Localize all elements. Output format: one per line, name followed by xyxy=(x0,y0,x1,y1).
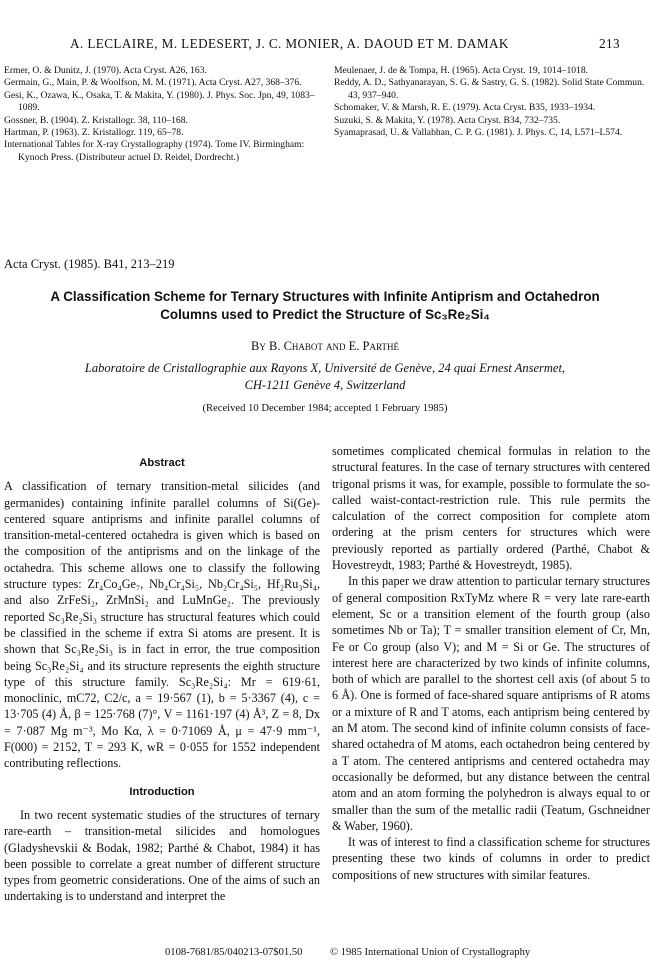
reference-item: Meulenaer, J. de & Tompa, H. (1965). Acta Cryst. 19, 1014–1018. xyxy=(334,65,589,76)
body-paragraph: sometimes complicated chemical formulas in relation to the structural features. In the case of ternary structures with centered trigonal prisms it was, for example, possible to formulate the so-called waist-contact-restriction rule. This rule permits the calculation of the correct composition for complete atom ordering at the prism centers for structures which were previously reported as partially ordered (Parthé, Chabot & Hovestreydt, 1983; Parthé & Hovestreydt, 1985). xyxy=(332,444,650,573)
reference-item: Reddy, A. D., Sathyanarayan, S. G. & Sastry, G. S. (1982). Solid State Commun. 43, 937–940. xyxy=(334,77,645,101)
introduction-heading: Introduction xyxy=(129,785,195,798)
title-line: A Classification Scheme for Ternary Structures with Infinite Antiprism and Octahedron xyxy=(50,289,600,304)
reference-item: Germain, G., Main, P. & Woolfson, M. M. (1971). Acta Cryst. A27, 368–376. xyxy=(4,77,302,89)
running-header-authors: A. LECLAIRE, M. LEDESERT, J. C. MONIER, A. DAOUD ET M. DAMAK xyxy=(70,36,509,51)
affiliation-line: Laboratoire de Cristallographie aux Rayons X, Université de Genève, 24 quai Ernest Ansermet, xyxy=(84,361,566,375)
received-dates: (Received 10 December 1984; accepted 1 February 1985) xyxy=(202,403,448,414)
reference-item: Suzuki, S. & Makita, Y. (1978). Acta Cryst. B34, 732–735. xyxy=(334,114,561,126)
article-authors: By B. Chabot and E. Parthé xyxy=(251,339,399,353)
reference-item: International Tables for X-ray Crystallography (1974). Tome IV. Birmingham: Kynoch Press. (Distributeur actuel D. Reidel, Dordrecht.) xyxy=(4,139,305,163)
abstract-heading: Abstract xyxy=(139,457,185,469)
reference-item: Hartman, P. (1963). Z. Kristallogr. 119, 65–78. xyxy=(4,127,184,139)
reference-item: Gesi, K., Ozawa, K., Osaka, T. & Makita, Y. (1980). J. Phys. Soc. Jpn, 49, 1083–1089. xyxy=(4,89,315,114)
references-left-column xyxy=(4,65,322,164)
abstract-text: A classification of ternary transition-metal silicides (and germanides) containing infinite parallel columns of Si(Ge)-centered square antiprisms and infinite parallel columns of transition-metal-centered octahedra is given which is based on the composition of the antiprisms and on the linkage of the octahedra. This scheme allows one to classify the following structure types: Zr₄Co₄Ge₇, Nb₄Cr₄Si₅, Nb₂Cr₄Si₅, Hf₂Ru₃Si₄, and also ZrFeSi₂, ZrMnSi₂ and LuMnGe₂. The previously reported Sc₃Re₂Si₃ structure has structural features which could be classified in the scheme if extra Si atoms are present. It is shown that Sc₃Re₂Si₃ is in fact in error, the true composition being Sc₃Re₂Si₄ and its structure represents the eighth structure type of this structure family. Sc₃Re₂Si₄: Mr = 619·61, monoclinic, mC72, C2/c, a = 19·567 (1), b = 5·3367 (4), c = 13·705 (4) Å, β = 125·768 (7)°, V = 1161·197 (4) Å³, Z = 8, Dx = 7·087 Mg m⁻³, Mo Kα, λ = 0·71069 Å, μ = 47·9 mm⁻¹, F(000) = 2152, T = 293 K, wR = 0·055 for 1552 independent contributing reflections. xyxy=(4,479,320,771)
reference-item: Ermer, O. & Dunitz, J. (1970). Acta Cryst. A26, 163. xyxy=(4,65,207,76)
body-paragraph: It was of interest to find a classification scheme for structures presenting these two kinds of columns in order to predict compositions of new structures with similar features. xyxy=(332,835,650,882)
affiliation-line: CH-1211 Genève 4, Switzerland xyxy=(244,378,406,392)
article-title xyxy=(0,288,650,324)
reference-item: Schomaker, V. & Marsh, R. E. (1979). Acta Cryst. B35, 1933–1934. xyxy=(334,102,596,114)
reference-item: Gossner, B. (1904). Z. Kristallogr. 38, 110–168. xyxy=(4,114,188,126)
article-code: 0108-7681/85/040213-07$01.50 xyxy=(165,947,303,958)
title-line: Columns used to Predict the Structure of Sc₃Re₂Si₄ xyxy=(160,307,490,322)
page-number: 213 xyxy=(599,36,620,51)
reference-item: Syamaprasad, U. & Vallabhan, C. P. G. (1981). J. Phys. C, 14, L571–L574. xyxy=(334,127,623,139)
introduction-text: In two recent systematic studies of the structures of ternary rare-earth – transition-metal silicides and homologues (Gladyshevskii & Bodak, 1982; Parthé & Chabot, 1984) it has been possible to correlate a great number of different structure types from geometric considerations. One of the aims of such an undertaking is to understand and interpret the xyxy=(4,807,320,904)
references-right-column xyxy=(334,65,650,139)
left-text-column xyxy=(4,455,320,905)
affiliation xyxy=(0,360,650,394)
right-text-column xyxy=(332,443,650,883)
copyright-notice: © 1985 International Union of Crystallography xyxy=(330,947,531,958)
journal-citation: Acta Cryst. (1985). B41, 213–219 xyxy=(4,257,175,271)
body-paragraph: In this paper we draw attention to particular ternary structures of general composition RxTyMz where R = very late rare-earth element, Sc or a transition element of the fourth group (also sometimes Nb or Ta); T = smaller transition element of Cr, Mn, Fe or Co group (also V); and M = Si or Ge. The structures of interest here are characterized by two kinds of infinite columns, both of which are parallel to the shortest cell axis (of about 5 to 6 Å). One is formed of face-shared square antiprisms of R atoms or a mixture of R and T atoms, each antiprism being centered by an M atom. The second kind of infinite column consists of face-shared octahedra of M atoms, each octahedron being centered by a T atom. The centered antiprisms and centered octahedra may occasionally be deformed, but any distance between the central atom and an atom forming the polyhedron is always equal to or smaller than the sum of the metallic radii (Teatum, Gschneidner & Waber, 1960). xyxy=(332,574,650,833)
